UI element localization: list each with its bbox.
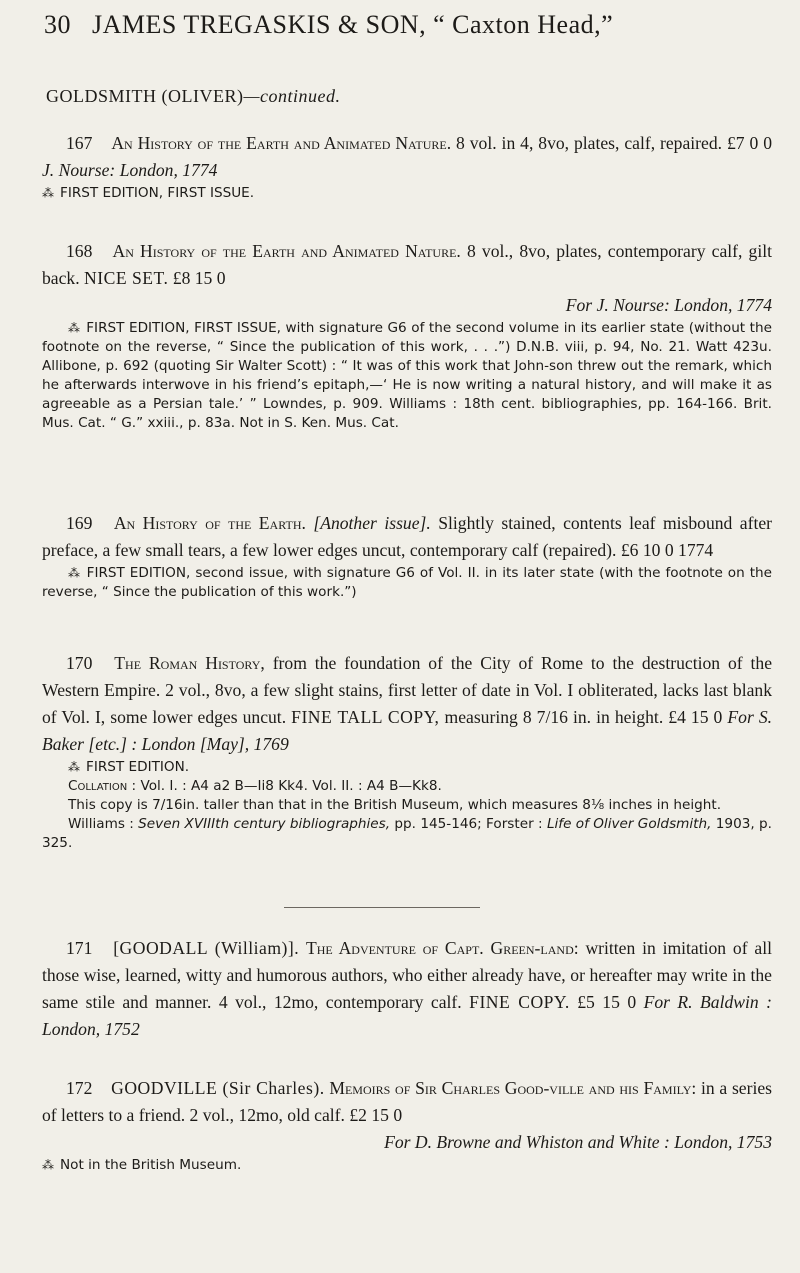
catalogue-entry-169 <box>42 510 772 602</box>
page-number: 30 <box>44 10 71 39</box>
entry-title: Memoirs of Sir Charles Good-ville and his Family: <box>329 1078 697 1098</box>
entry-imprint: For S. Baker [etc.] : London [May], 1769 <box>42 707 773 754</box>
entry-title: An History of the Earth and Animated Nature. <box>111 133 452 153</box>
entry-description: in a series of letters to a friend. 2 vol., 12mo, old calf. <box>42 1078 772 1125</box>
entry-imprint: For J. Nourse: London, 1774 <box>565 295 772 315</box>
catalogue-entry-167 <box>42 130 772 203</box>
section-divider <box>284 907 480 908</box>
entry-author: [GOODALL (William)]. <box>113 938 300 958</box>
asterism-icon: ⁂ <box>68 321 81 335</box>
entry-title: The Adventure of Capt. Green-land: <box>305 938 579 958</box>
entry-note: ⁂ FIRST EDITION, FIRST ISSUE, with signature G6 of the second volume in its earlier state (without the footnote on the reverse, “ Since the publication of this work, . . .”) D.N.B. viii, p. 94, No. 21. Watt 423u. Allibone, p. 692 (quoting Sir Walter Scott) : “ It was of this work that John-son threw out the remark, which he afterwards interwove in his friend’s epitaph,—‘ He is now writing a natural history, and will make it as agreeable as a Persian tale.’ ” Lowndes, p. 909. Williams : 18th cent. bibliographies, pp. 164-166. Brit. Mus. Cat. “ G.” xxiii., p. 83a. Not in S. Ken. Mus. Cat. <box>42 320 772 431</box>
entry-note: ⁂ Not in the British Museum. <box>42 1157 242 1173</box>
section-continued: —continued. <box>243 86 341 106</box>
entry-price: £2 15 0 <box>349 1105 403 1125</box>
entry-highlight: FINE COPY. <box>469 992 570 1012</box>
catalogue-entry-171 <box>42 935 772 1043</box>
entry-imprint: J. Nourse: London, 1774 <box>42 160 218 180</box>
asterism-icon: ⁂ <box>42 186 54 200</box>
entry-main <box>42 935 772 1043</box>
entry-collation: Collation : Vol. I. : A4 a2 B—Ii8 Kk4. Vol. II. : A4 B—Kk8. <box>68 778 442 794</box>
entry-title: An History of the Earth and Animated Nature. <box>112 241 461 261</box>
lot-number: 169 <box>66 513 93 533</box>
catalogue-entry-172 <box>42 1075 772 1175</box>
entry-price: £6 10 0 <box>620 540 674 560</box>
lot-number: 167 <box>66 133 93 153</box>
entry-note: ⁂ FIRST EDITION, second issue, with signature G6 of Vol. II. in its later state (with the footnote on the reverse, “ Since the publication of this work.”) <box>42 565 773 600</box>
catalogue-entry-168 <box>42 238 772 433</box>
catalogue-entry-170 <box>42 650 772 853</box>
entry-note-2: This copy is 7/16in. taller than that in the British Museum, which measures 8⅛ inches in height. <box>68 797 722 813</box>
entry-main <box>42 238 772 292</box>
entry-title: An History of the Earth. <box>113 513 306 533</box>
page-header <box>44 10 772 40</box>
entry-description: from the foundation of the City of Rome to the destruction of the Western Empire. 2 vol., 8vo, a few slight stains, first letter of date in Vol. I obliterated, lacks last blank of Vol. I, some lower edges uncut. <box>42 653 772 727</box>
entry-issue: [Another issue]. <box>313 513 431 533</box>
lot-number: 168 <box>66 241 93 261</box>
entry-main <box>42 1075 772 1129</box>
section-author: GOLDSMITH (OLIVER) <box>46 86 244 106</box>
entry-description: written in imitation of all those wise, learned, witty and humorous authors, who either already have, or hereafter may write in the same stile and manner. 4 vol., 12mo, contemporary calf. <box>42 938 772 1012</box>
entry-description: 8 vol. in 4, 8vo, plates, calf, repaired. <box>456 133 723 153</box>
entry-highlight: NICE SET. <box>84 268 169 288</box>
asterism-icon: ⁂ <box>42 1158 54 1172</box>
entry-main <box>42 650 772 758</box>
entry-price: £7 0 0 <box>726 133 772 153</box>
entry-price: £4 15 0 <box>668 707 723 727</box>
entry-note: ⁂ FIRST EDITION, FIRST ISSUE. <box>42 185 255 201</box>
section-heading <box>46 86 340 107</box>
lot-number: 170 <box>66 653 93 673</box>
entry-title: The Roman History, <box>114 653 265 673</box>
entry-description-b: measuring 8 7/16 in. in height. <box>444 707 664 727</box>
lot-number: 171 <box>66 938 93 958</box>
entry-main <box>42 510 772 564</box>
entry-highlight: FINE TALL COPY, <box>291 707 440 727</box>
entry-main <box>42 130 772 184</box>
entry-price: £5 15 0 <box>577 992 637 1012</box>
entry-price: £8 15 0 <box>172 268 226 288</box>
entry-bibliography: Williams : Seven XVIIIth century bibliographies, pp. 145-146; Forster : Life of Oliver Goldsmith, 1903, p. 325. <box>42 816 772 851</box>
entry-description: Slightly stained, contents leaf misbound after preface, a few small tears, a few lower edges uncut, contemporary calf (repaired). <box>42 513 773 560</box>
entry-imprint: For R. Baldwin : London, 1752 <box>42 992 772 1039</box>
asterism-icon: ⁂ <box>68 760 80 774</box>
asterism-icon: ⁂ <box>68 566 81 580</box>
entry-author: GOODVILLE (Sir Charles). <box>111 1078 325 1098</box>
entry-description: 8 vol., 8vo, plates, contemporary calf, gilt back. <box>42 241 772 288</box>
entry-imprint: For D. Browne and Whiston and White : London, 1753 <box>384 1132 772 1152</box>
lot-number: 172 <box>66 1078 93 1098</box>
running-head: JAMES TREGASKIS & SON, “ Caxton Head,” <box>92 10 614 39</box>
entry-note: ⁂ FIRST EDITION. <box>68 759 190 775</box>
entry-year: 1774 <box>678 540 714 560</box>
